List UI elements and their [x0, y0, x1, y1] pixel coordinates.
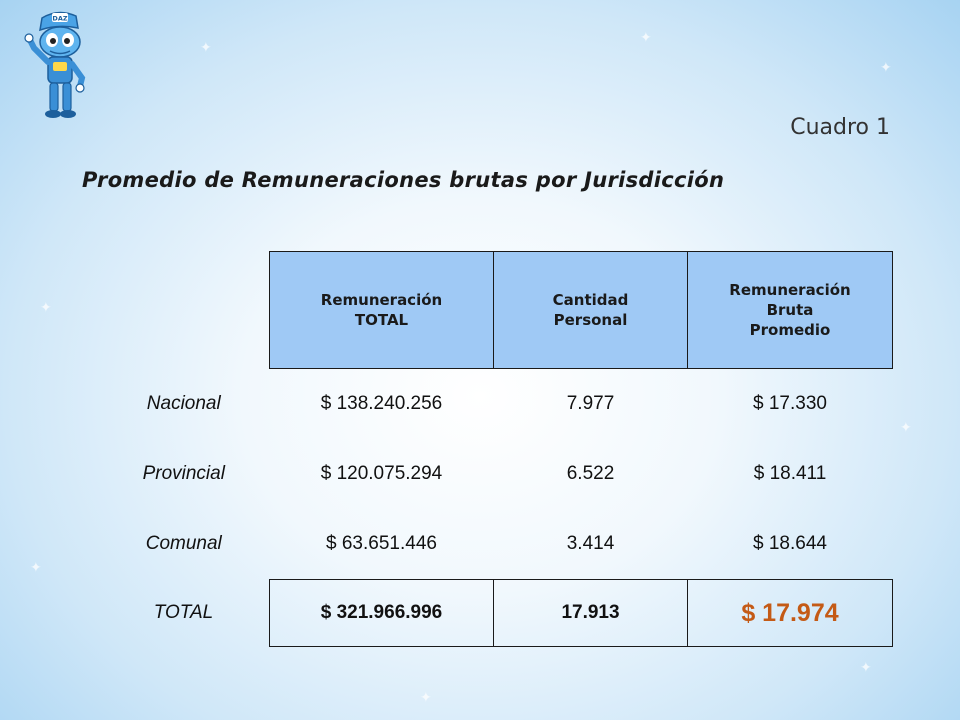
header-text: Remuneración: [320, 291, 443, 309]
total-personal: 17.913: [494, 580, 688, 647]
table-row: [98, 369, 893, 440]
data-table: [98, 251, 893, 647]
total-remuneracion: $ 321.966.996: [270, 580, 494, 647]
star-icon: ✦: [200, 40, 212, 56]
logo-text: DAZ: [52, 14, 68, 23]
header-text: Bruta: [766, 301, 814, 319]
header-cantidad-personal: [494, 252, 688, 369]
page-title: Promedio de Remuneraciones brutas por Jurisdicción: [82, 168, 725, 192]
header-remuneracion-promedio: [688, 252, 893, 369]
star-icon: ✦: [420, 690, 432, 706]
table-row: [98, 439, 893, 509]
header-blank-cell: [98, 252, 270, 369]
cell-total: $ 63.651.446: [326, 533, 437, 554]
star-icon: ✦: [30, 560, 42, 576]
cell-total: $ 138.240.256: [320, 393, 443, 414]
star-icon: ✦: [860, 660, 872, 676]
header-text: TOTAL: [354, 311, 409, 329]
star-icon: ✦: [40, 300, 52, 316]
cell-total: $ 120.075.294: [320, 463, 443, 484]
cell-personal: 7.977: [566, 393, 615, 414]
total-promedio: $ 17.974: [688, 580, 893, 647]
table-total-row: [98, 580, 893, 647]
row-label: Comunal: [145, 533, 222, 555]
total-label: TOTAL: [153, 602, 214, 623]
cell-personal: 3.414: [566, 533, 615, 554]
header-text: Personal: [553, 311, 628, 329]
row-label: Nacional: [146, 392, 221, 414]
cell-promedio: $ 18.411: [753, 463, 827, 484]
cell-personal: 6.522: [566, 463, 615, 484]
cell-promedio: $ 17.330: [753, 393, 827, 414]
robot-mascot-icon: [18, 6, 98, 126]
header-text: Cantidad: [552, 291, 629, 309]
table-header-row: [98, 252, 893, 369]
star-icon: ✦: [640, 30, 652, 46]
star-icon: ✦: [900, 420, 912, 436]
header-text: Remuneración: [729, 281, 851, 299]
table-row: [98, 509, 893, 580]
header-text: Promedio: [749, 321, 831, 339]
header-remuneracion-total: [270, 252, 494, 369]
cuadro-label: Cuadro 1: [790, 115, 890, 140]
star-icon: ✦: [880, 60, 892, 76]
row-label: Provincial: [142, 463, 225, 484]
cell-promedio: $ 18.644: [753, 533, 827, 554]
